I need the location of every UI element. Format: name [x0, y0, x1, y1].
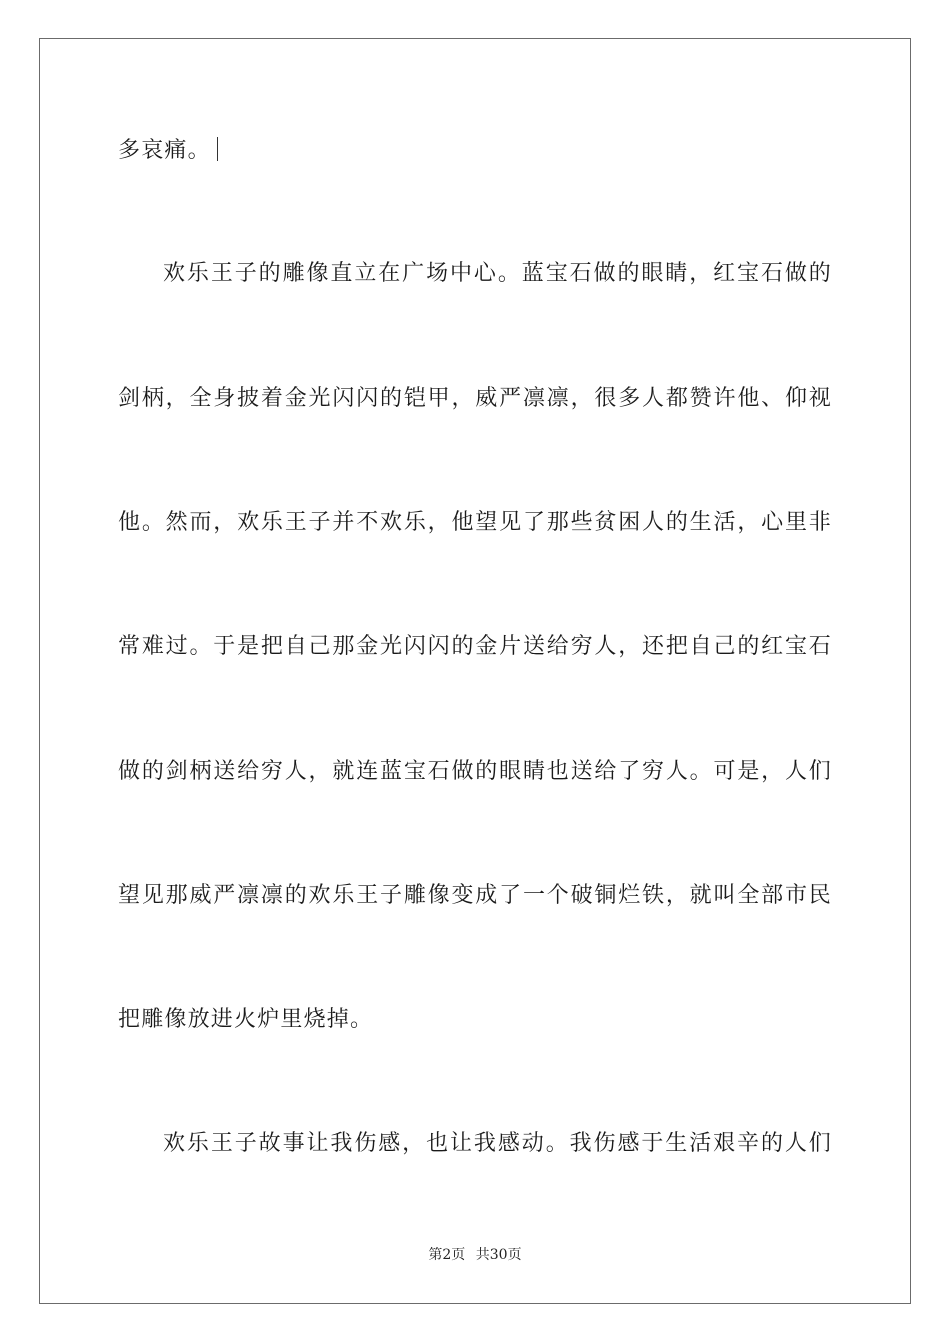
page-border: [39, 38, 911, 1304]
text-cursor: [217, 137, 218, 161]
page-footer: [0, 1246, 950, 1264]
text-line: 他。然而，欢乐王子并不欢乐，他望见了那些贫困人的生活，心里非: [118, 510, 832, 535]
text-line: [118, 136, 832, 166]
text-line: 做的剑柄送给穷人，就连蓝宝石做的眼睛也送给了穷人。可是，人们: [118, 759, 832, 784]
text-line: 望见那威严凛凛的欢乐王子雕像变成了一个破铜烂铁，就叫全部市民: [118, 883, 832, 908]
text-line: 把雕像放进火炉里烧掉。: [118, 1007, 374, 1032]
text-line-content: 多哀痛。: [118, 138, 211, 163]
text-line: 剑柄，全身披着金光闪闪的铠甲，威严凛凛，很多人都赞许他、仰视: [118, 386, 832, 411]
page-total: 共30页: [475, 1247, 522, 1263]
text-line: 欢乐王子的雕像直立在广场中心。蓝宝石做的眼睛，红宝石做的: [163, 261, 832, 286]
text-line: 常难过。于是把自己那金光闪闪的金片送给穷人，还把自己的红宝石: [118, 634, 832, 659]
text-line: 欢乐王子故事让我伤感，也让我感动。我伤感于生活艰辛的人们: [163, 1131, 832, 1156]
page-number: 第2页: [428, 1247, 466, 1263]
